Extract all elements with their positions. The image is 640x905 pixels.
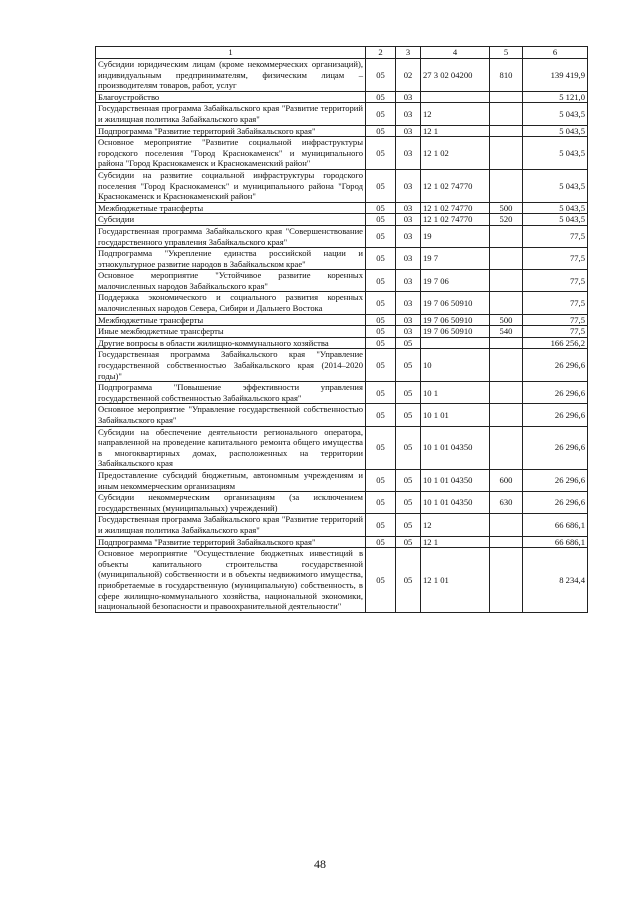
amount-cell: 77,5 [523,326,588,338]
table-row [96,137,588,170]
table-row [96,270,588,292]
expense-type-cell [490,536,523,548]
amount-cell: 26 296,6 [523,492,588,514]
target-article-cell: 12 1 02 74770 [421,214,490,226]
target-article-cell [421,91,490,103]
expense-type-cell: 600 [490,469,523,491]
expense-type-cell [490,270,523,292]
amount-cell: 77,5 [523,248,588,270]
table-row [96,548,588,613]
amount-cell: 139 419,9 [523,59,588,92]
subsection-code-cell: 03 [396,225,421,247]
expense-name-cell: Подпрограмма "Развитие территорий Забайкальского края" [96,536,366,548]
subsection-code-cell: 05 [396,548,421,613]
expense-name-cell: Субсидии на развитие социальной инфраструктуры городского поселения "Город Краснокаменск" и муниципального района "Город Краснокаменск и Краснокаменский район" [96,169,366,202]
target-article-cell: 19 7 06 50910 [421,326,490,338]
expense-type-cell [490,225,523,247]
subsection-code-cell: 03 [396,270,421,292]
table-row [96,426,588,469]
amount-cell: 26 296,6 [523,469,588,491]
amount-cell: 5 043,5 [523,169,588,202]
section-code-cell: 05 [366,492,396,514]
amount-cell: 5 043,5 [523,214,588,226]
expense-name-cell: Основное мероприятие "Управление государственной собственностью Забайкальского края" [96,404,366,426]
header-cell: 3 [396,47,421,59]
section-code-cell: 05 [366,326,396,338]
table-row [96,326,588,338]
expense-type-cell: 520 [490,214,523,226]
expense-name-cell: Подпрограмма "Повышение эффективности управления государственной собственностью Забайкальского края" [96,382,366,404]
target-article-cell: 12 [421,514,490,536]
section-code-cell: 05 [366,270,396,292]
amount-cell: 66 686,1 [523,514,588,536]
subsection-code-cell: 03 [396,214,421,226]
section-code-cell: 05 [366,469,396,491]
table-row [96,225,588,247]
section-code-cell: 05 [366,137,396,170]
subsection-code-cell: 05 [396,382,421,404]
target-article-cell: 19 7 06 [421,270,490,292]
amount-cell: 5 043,5 [523,125,588,137]
expense-name-cell: Другие вопросы в области жилищно-коммунального хозяйства [96,337,366,349]
table-row [96,248,588,270]
table-row [96,337,588,349]
expense-type-cell [490,404,523,426]
budget-table [95,46,588,613]
section-code-cell: 05 [366,404,396,426]
expense-type-cell [490,125,523,137]
header-cell: 2 [366,47,396,59]
expense-type-cell [490,137,523,170]
subsection-code-cell: 03 [396,137,421,170]
header-cell: 5 [490,47,523,59]
amount-cell: 77,5 [523,225,588,247]
table-row [96,404,588,426]
amount-cell: 26 296,6 [523,404,588,426]
table-row [96,59,588,92]
table-row [96,382,588,404]
table-row [96,492,588,514]
header-cell: 4 [421,47,490,59]
subsection-code-cell: 05 [396,404,421,426]
section-code-cell: 05 [366,225,396,247]
amount-cell: 26 296,6 [523,382,588,404]
expense-name-cell: Подпрограмма "Развитие территорий Забайкальского края" [96,125,366,137]
target-article-cell: 19 7 [421,248,490,270]
amount-cell: 26 296,6 [523,349,588,382]
subsection-code-cell: 05 [396,426,421,469]
table-row [96,469,588,491]
section-code-cell: 05 [366,248,396,270]
amount-cell: 77,5 [523,314,588,326]
target-article-cell: 10 1 01 04350 [421,492,490,514]
subsection-code-cell: 05 [396,337,421,349]
amount-cell: 5 043,5 [523,137,588,170]
expense-name-cell: Поддержка экономического и социального развития коренных малочисленных народов Севера, Сибири и Дальнего Востока [96,292,366,314]
target-article-cell: 19 7 06 50910 [421,314,490,326]
amount-cell: 77,5 [523,270,588,292]
subsection-code-cell: 03 [396,169,421,202]
subsection-code-cell: 05 [396,349,421,382]
expense-name-cell: Государственная программа Забайкальского края "Развитие территорий и жилищная политика Забайкальского края" [96,514,366,536]
expense-type-cell [490,292,523,314]
expense-name-cell: Подпрограмма "Укрепление единства российской нации и этнокультурное развитие народов в Забайкальском крае" [96,248,366,270]
table-row [96,169,588,202]
expense-name-cell: Основное мероприятие "Устойчивое развитие коренных малочисленных народов Забайкальского края" [96,270,366,292]
section-code-cell: 05 [366,169,396,202]
target-article-cell: 12 1 02 74770 [421,202,490,214]
section-code-cell: 05 [366,91,396,103]
expense-name-cell: Субсидии юридическим лицам (кроме некоммерческих организаций), индивидуальным предпринимателям, физическим лицам – производителям товаров, работ, услуг [96,59,366,92]
target-article-cell: 10 1 01 04350 [421,426,490,469]
target-article-cell: 10 1 01 [421,404,490,426]
expense-type-cell [490,382,523,404]
target-article-cell [421,337,490,349]
expense-name-cell: Основное мероприятие "Развитие социальной инфраструктуры городского поселения "Город Краснокаменск" и муниципального района "Город Краснокаменск и Краснокаменский район" [96,137,366,170]
section-code-cell: 05 [366,514,396,536]
section-code-cell: 05 [366,548,396,613]
target-article-cell: 12 1 02 [421,137,490,170]
expense-type-cell [490,349,523,382]
table-row [96,536,588,548]
expense-name-cell: Государственная программа Забайкальского края "Совершенствование государственного управления Забайкальского края" [96,225,366,247]
section-code-cell: 05 [366,349,396,382]
target-article-cell: 12 1 01 [421,548,490,613]
header-row [96,47,588,59]
section-code-cell: 05 [366,426,396,469]
amount-cell: 5 043,5 [523,103,588,125]
expense-name-cell: Субсидии на обеспечение деятельности регионального оператора, направленной на проведение капитального ремонта общего имущества в многоквартирных домах, расположенных на территории Забайкальского края [96,426,366,469]
expense-type-cell [490,91,523,103]
expense-name-cell: Субсидии некоммерческим организациям (за исключением государственных (муниципальных) учреждений) [96,492,366,514]
amount-cell: 26 296,6 [523,426,588,469]
table-row [96,125,588,137]
target-article-cell: 10 1 01 04350 [421,469,490,491]
expense-type-cell: 540 [490,326,523,338]
section-code-cell: 05 [366,214,396,226]
expense-type-cell: 500 [490,202,523,214]
expense-type-cell [490,103,523,125]
subsection-code-cell: 02 [396,59,421,92]
target-article-cell: 10 [421,349,490,382]
section-code-cell: 05 [366,59,396,92]
section-code-cell: 05 [366,125,396,137]
table-row [96,314,588,326]
subsection-code-cell: 03 [396,292,421,314]
expense-type-cell [490,248,523,270]
target-article-cell: 12 1 02 74770 [421,169,490,202]
header-cell: 1 [96,47,366,59]
expense-name-cell: Государственная программа Забайкальского края "Управление государственной собственностью Забайкальского края (2014–2020 годы)" [96,349,366,382]
table-row [96,202,588,214]
amount-cell: 77,5 [523,292,588,314]
subsection-code-cell: 05 [396,492,421,514]
expense-name-cell: Межбюджетные трансферты [96,314,366,326]
subsection-code-cell: 03 [396,314,421,326]
target-article-cell: 19 [421,225,490,247]
subsection-code-cell: 03 [396,103,421,125]
expense-type-cell [490,514,523,536]
section-code-cell: 05 [366,337,396,349]
subsection-code-cell: 03 [396,248,421,270]
subsection-code-cell: 03 [396,202,421,214]
subsection-code-cell: 05 [396,536,421,548]
amount-cell: 166 256,2 [523,337,588,349]
expense-type-cell: 810 [490,59,523,92]
expense-name-cell: Основное мероприятие "Осуществление бюджетных инвестиций в объекты капитального строительства государственной (муниципальной) собственности и в объекты недвижимого имущества, приобретаемые в государственную (муниципальную) собственность, в сфере жилищно-коммунального хозяйства, национальной экономики, национальной безопасности и правоохранительной деятельности" [96,548,366,613]
amount-cell: 5 043,5 [523,202,588,214]
amount-cell: 5 121,0 [523,91,588,103]
expense-type-cell [490,169,523,202]
subsection-code-cell: 05 [396,469,421,491]
target-article-cell: 10 1 [421,382,490,404]
expense-name-cell: Межбюджетные трансферты [96,202,366,214]
section-code-cell: 05 [366,314,396,326]
table-body [96,47,588,613]
table-row [96,214,588,226]
section-code-cell: 05 [366,202,396,214]
expense-type-cell: 500 [490,314,523,326]
target-article-cell: 27 3 02 04200 [421,59,490,92]
table-row [96,91,588,103]
expense-name-cell: Предоставление субсидий бюджетным, автономным учреждениям и иным некоммерческим организациям [96,469,366,491]
table-row [96,349,588,382]
amount-cell: 66 686,1 [523,536,588,548]
section-code-cell: 05 [366,103,396,125]
target-article-cell: 19 7 06 50910 [421,292,490,314]
target-article-cell: 12 [421,103,490,125]
subsection-code-cell: 03 [396,125,421,137]
subsection-code-cell: 03 [396,91,421,103]
header-cell: 6 [523,47,588,59]
amount-cell: 8 234,4 [523,548,588,613]
section-code-cell: 05 [366,536,396,548]
expense-type-cell: 630 [490,492,523,514]
table-row [96,292,588,314]
table-row [96,103,588,125]
page-number: 48 [314,857,326,871]
section-code-cell: 05 [366,382,396,404]
target-article-cell: 12 1 [421,125,490,137]
table-row [96,514,588,536]
expense-type-cell [490,426,523,469]
expense-type-cell [490,337,523,349]
subsection-code-cell: 03 [396,326,421,338]
expense-name-cell: Иные межбюджетные трансферты [96,326,366,338]
expense-type-cell [490,548,523,613]
expense-name-cell: Государственная программа Забайкальского края "Развитие территорий и жилищная политика Забайкальского края" [96,103,366,125]
section-code-cell: 05 [366,292,396,314]
expense-name-cell: Благоустройство [96,91,366,103]
subsection-code-cell: 05 [396,514,421,536]
expense-name-cell: Субсидии [96,214,366,226]
target-article-cell: 12 1 [421,536,490,548]
